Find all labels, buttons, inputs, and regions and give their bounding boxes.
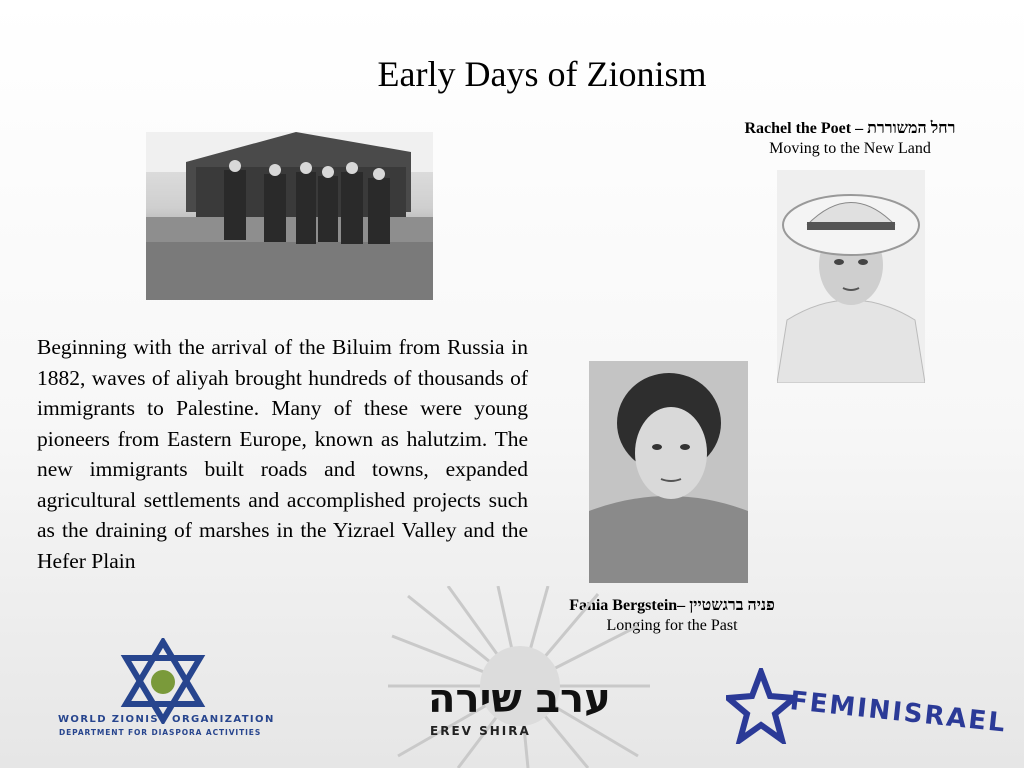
erev-shira-hebrew: ערב שירה — [428, 676, 611, 722]
wzo-logo — [50, 638, 280, 738]
fania-portrait-drawing — [589, 361, 748, 583]
erev-shira-logo — [388, 586, 652, 768]
fania-portrait — [589, 361, 748, 583]
pioneers-photo-drawing — [146, 132, 433, 300]
star-icon — [726, 668, 796, 744]
wzo-department: DEPARTMENT FOR DIASPORA ACTIVITIES — [59, 728, 262, 737]
rachel-name: Rachel the Poet – רחל המשוררת — [744, 120, 956, 137]
erev-shira-latin: EREV SHIRA — [430, 724, 531, 738]
body-paragraph: Beginning with the arrival of the Biluim from Russia in 1882, waves of aliyah brought hundreds of thousands of immigrants to Palestine. Many of these were young pioneers from Eastern Europe, known as halutzim. The new immigrants built roads and towns, expanded agricultural settlements and accomplished projects such as the draining of marshes in the Yizrael Valley and the Hefer Plain — [37, 335, 528, 573]
rachel-subtitle: Moving to the New Land — [769, 140, 931, 157]
rachel-portrait-drawing — [777, 170, 925, 383]
pioneers-photo — [146, 132, 433, 300]
feminisrael-logo — [726, 668, 1009, 744]
slide-title: Early Days of Zionism — [377, 54, 707, 94]
rachel-caption — [700, 119, 1000, 159]
wzo-name: WORLD ZIONIST ORGANIZATION — [58, 714, 275, 725]
fania-name: Fania Bergstein– פניה ברגשטיין — [569, 597, 775, 614]
rachel-portrait — [777, 170, 925, 383]
fania-subtitle: Longing for the Past — [606, 617, 738, 634]
star-of-david-icon — [120, 638, 206, 724]
feminisrael-wordmark: FEMINISRAEL — [788, 686, 1009, 739]
